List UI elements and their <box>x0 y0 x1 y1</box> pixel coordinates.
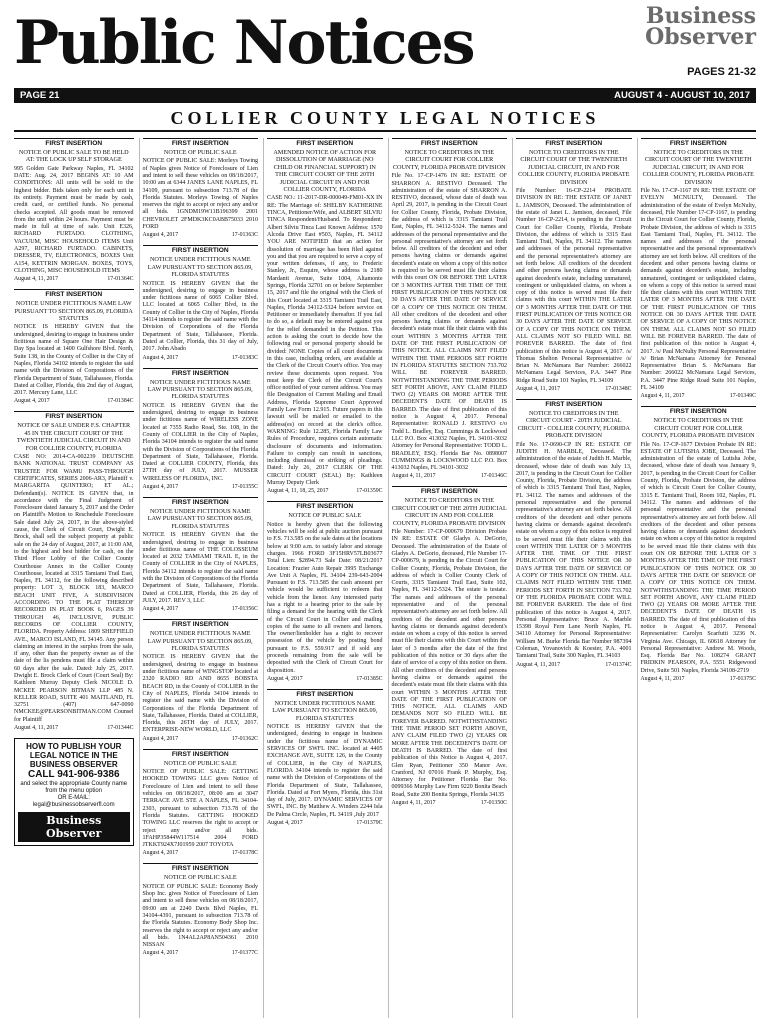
notice-title: NOTICE TO CREDITORS IN THE CIRCUIT COURT - 20TH JUDICIAL CIRCUIT - COLLIER COUNTY, FLORIDA PROBATE DIVISION <box>517 410 630 440</box>
notice-date: August 4, 2017 <box>142 950 179 957</box>
notice-insertion-header: FIRST INSERTION <box>171 247 229 255</box>
notice-body: Notice is hereby given that the following vehicles will be sold at public auction pursuant to F.S. 713.585 on the sale dates at the locations below at 9:00 a.m. to satisfy labor and storage charges. 1966 FORD 3F15HRV57LB03677 Total Lien: $2894.73 Sale Date: 08/21/2017 Location: Frazier Auto Repair 3995 Exchange Ave Unit A Naples, FL 34104 239-643-2004 Pursuant to F.S. 713.585 the cash amount per vehicle would be sufficient to redeem that vehicle from the lienor. Any interested party has a right to a hearing prior to the sale by filing a demand for the hearing with the Clerk of the Circuit Court in Collier and mailing copies of the same to all owners and lienors. The owner/lienholder has a right to recover possession of the vehicle by posting bond pursuant to F.S. 559.917 and if sold any proceeds remaining from the sale will be deposited with the Clerk of Circuit Court for disposition. <box>267 521 383 674</box>
notice-body: File Number: 17-CP-000679 Division Probate IN RE: ESTATE OF Gladys A. DeGorio, Deceased. The administration of the Estate of Gladys A. DeGorio, deceased, File Number 17-CP-000679, is pending in the Circuit Court for Collier County, Florida, Probate Division, the address of which is Collier County Clerk of Courts, 3315 Tamiami Trail East, Suite 102, Naples, FL 34112-5324. The estate is testate. The names and addresses of the personal representative and of the personal representative's attorney are set forth below. All creditors of the decedent and other persons having claims or demands against decedent's estate on whom a copy of this notice is served must file their claims with this Court within the later of 3 months after the date of the first publication of this notice or 30 days after the date of service of a copy of this notice on them. All other creditors of the decedent and persons having claims or demands against the decedent's estate must file their claims with this court WITHIN 3 MONTHS AFTER THE DATE OF THE FIRST PUBLICATION OF THIS NOTICE. ALL CLAIMS AND DEMANDS NOT SO FILED WILL BE FOREVER BARRED. NOTWITHSTANDING THE TIME PERIOD SET FORTH ABOVE, ANY CLAIM FILED TWO (2) YEARS OR MORE AFTER THE DECEDENT'S DATE OF DEATH IS BARRED. The date of first publication of this Notice is August 4, 2017. Glen Ryan, Petitioner 350 Manor Ave. Cranford, NJ 07016 Frank P. Murphy, Esq. Attorney for Petitioner Florida Bar No. 0099366 Murphy Law Firm 9220 Bonita Beach Road, Suite 200 Bonita Springs, Florida 34135 <box>391 529 507 798</box>
notice-title: NOTICE TO CREDITORS IN THE CIRCUIT COURT OF THE TWENTIETH JUDICIAL CIRCUIT, IN AND FOR COLLIER COUNTY, FLORIDA PROBATE DIVISION <box>518 149 630 186</box>
legal-notice <box>516 138 632 393</box>
notice-title: NOTICE OF PUBLIC SALE <box>163 149 237 156</box>
notice-insertion-header: FIRST INSERTION <box>669 408 727 416</box>
notice-title: NOTICE UNDER FICTITIOUS NAME LAW PURSUANT TO SECTION 865.09, FLORIDA STATUTES <box>147 256 253 279</box>
notice-code: 17-01350C <box>480 800 507 806</box>
notice-body: NOTICE OF PUBLIC SALE: Morleys Towing of Naples gives Notice of Foreclosure of Lien and intent to sell these vehicles on 08/18/2017, 10:00 am at 6344 JANES LANE NAPLES, FL 34109, pursuant to subsection 713.78 of the Florida Statutes. Morleys Towing of Naples reserves the right to accept or reject any and/or all bids. 1GNDM19W11B196399 2001 CHEVROLET 2FMDK3KC0ABB75033 2010 FORD <box>142 158 258 231</box>
notice-code: 17-01378C <box>231 850 258 857</box>
notice-title: NOTICE UNDER FICTITIOUS NAME LAW PURSUANT TO SECTION 865.09, FLORIDA STATUTES <box>147 378 253 401</box>
notice-columns <box>14 138 756 1018</box>
notice-body: NOTICE OF PUBLIC SALE: Economy Body Shop Inc. gives Notice of Foreclosure of Lien and intent to sell these vehicles on 08/18/2017, 09:00 am at 2240 Davis Blvd Naples, FL 34104-4391, pursuant to subsection 713.78 of the Florida Statutes. Economy Body Shop Inc. reserves the right to accept or reject any and/or all bids. 1N4AL2AP8AN504361 2010 NISSAN <box>142 883 258 949</box>
notice-title: NOTICE TO CREDITORS IN THE CIRCUIT COURT OF THE TWENTIETH JUDICIAL CIRCUIT, IN AND FOR COLLIER COUNTY, FLORIDA PROBATE DIVISION <box>642 149 754 186</box>
notice-body: File No. 17-0690-CP IN RE: ESTATE OF JUDITH H. MARBLE, Deceased. The administration of the estate of Judith H. Marble, deceased, whose date of death was July 13, 2017, is pending in the Circuit Court for Collier County, Florida, Probate Division, the address of which is 3315 Tamiami Trail East, Naples, FL 34112. The names and addresses of the personal representative and the personal representative's attorney are set forth below. All creditors of the decedent and other persons having claims or demands against decedent's estate on whom a copy of this notice is required to be served must file their claims with this court WITHIN THE LATER OF 3 MONTHS AFTER THE TIME OF THE FIRST PUBLICATION OF THIS NOTICE OR 30 DAYS AFTER THE DATE OF SERVICE OF A COPY OF THIS NOTICE ON THEM. ALL CLAIMS NOT FILED WITHIN THE TIME PERIODS SET FORTH IN SECTION 733.702 OF THE FLORIDA PROBATE CODE WILL BE FOREVER BARRED. The date of first publication of this notice is August 4, 2017. Personal Representative: Bruce A. Marble 15398 Royal Fern Lane North Naples, FL 34110 Attorney for Personal Representative: William M. Burke Florida Bar Number 987394 Coleman, Yovanovich & Koester, P.A. 4001 Tamiami Trail, Suite 300 Naples, FL 34103 <box>516 441 632 660</box>
notice-title: NOTICE OF PUBLIC SALE <box>163 874 237 882</box>
legal-notice <box>267 689 383 827</box>
notice-insertion-header: FIRST INSERTION <box>171 140 229 147</box>
promo-phone[interactable]: CALL 941-906-9386 <box>27 769 120 781</box>
notice-footer <box>14 276 134 283</box>
notice-code: 17-01363C <box>231 232 258 239</box>
column-6 <box>637 138 757 1018</box>
notice-title: NOTICE OF PUBLIC SALE TO BE HELD AT: THE LOCK UP SELF STORAGE <box>18 149 129 164</box>
notice-footer <box>143 850 259 857</box>
notice-footer <box>143 232 259 239</box>
column-2 <box>139 138 259 1018</box>
header-bar <box>14 88 756 103</box>
notice-code: 17-01355C <box>231 484 258 491</box>
notice-code: 17-01374C <box>605 661 632 668</box>
notice-body: NOTICE IS HEREBY GIVEN that the undersigned, desiring to engage in business under fictitious name of 6065 Collier Blvd. LLC located at 6065 Collier Blvd, in the County of Collier in the City of Naples, Florida 34114 intends to register the said name with the Division of Corporations of the Florida Department of State, Tallahassee, Florida. Dated at Collier, Florida, this 31 day of July, 2017. John Abado <box>142 280 258 353</box>
notice-footer <box>641 393 757 400</box>
notice-footer <box>143 950 259 957</box>
notice-body: NOTICE IS HEREBY GIVEN that the undersigned, desiring to engage in business under fictitious name of THE COLOSSEUM located at 2032 TAMIAMI TRAIL E, in the County of COLLIER in the City of NAPLES, Florida 34112 intends to register the said name with the Division of Corporations of the Florida Department of State, Tallahassee, Florida. Dated at COLLIER, Florida, this 26 day of JULY, 2017. REV 3, LLC <box>142 532 258 604</box>
notice-body: File Number: 16-CP-2214 PROBATE DIVISION IN RE: THE ESTATE OF JANET L. JAMISON, Deceased. The administration of the estate of Janet L. Jamison, deceased, File Number 16-CP-2214, is pending in the Circuit Court for Collier County, Florida, Probate Division, the address of which is 3315 East Tamiami Trail, Naples, FL 34112. The names and addresses of the personal representative and the personal representative's attorney are set forth below. All creditors of the decedent and other persons having claims or demands against decedent's estate, including unmatured, contingent or unliquidated claims, on whom a copy of this notice is served must file their claims with this court WITHIN THE LATER OF 3 MONTHS AFTER THE DATE OF THE FIRST PUBLICATION OF THIS NOTICE OR 30 DAYS AFTER THE DATE OF SERVICE OF A COPY OF THIS NOTICE ON THEM. ALL CLAIMS NOT SO FILED WILL BE FOREVER BARRED. The date of first publication of this notice is August 4, 2017. /s/ Thomas Shelton Personal Representative /s/ Brian N. McNamara Bar Number: 266022 McNamara Legal Services, P.A. 3447 Pine Ridge Road Suite 101 Naples, FL 34109 <box>516 188 632 384</box>
notice-title: AMENDED NOTICE OF ACTION FOR DISSOLUTION OF MARRIAGE (NO CHILD OR FINANCIAL SUPPORT) IN THE CIRCUIT COURT OF THE 20TH JUDICIAL CIRCUIT IN AND FOR COLLIER COUNTY, FLORIDA <box>273 149 377 194</box>
notice-date: August 4, 11, 2017 <box>391 473 436 480</box>
notice-code: 17-01359C <box>356 488 383 495</box>
notice-date: August 4, 2017 <box>142 850 179 857</box>
notice-insertion-header: FIRST INSERTION <box>545 140 603 147</box>
notice-title: NOTICE TO CREDITORS IN THE CIRCUIT COURT OF THE 20TH JUDICIAL CIRCUIT IN AND FOR COLLIER COUNTY, FLORIDA PROBATE DIVISION <box>391 497 507 527</box>
notice-date: August 4, 11, 2017 <box>640 393 685 400</box>
notice-date: August 4, 2017 <box>142 484 179 491</box>
notice-date: August 4, 2017 <box>142 606 179 613</box>
notice-footer <box>392 800 508 807</box>
notice-insertion-header: FIRST INSERTION <box>171 750 229 758</box>
column-3 <box>263 138 383 1018</box>
notice-date: August 4, 2017 <box>142 354 179 361</box>
notice-date: August 4, 2017 <box>267 675 303 682</box>
notice-date: August 4, 11, 2017 <box>516 386 561 393</box>
notice-date: August 4, 11, 2017 <box>516 661 561 668</box>
notice-insertion-header: FIRST INSERTION <box>420 488 478 496</box>
notice-title: NOTICE UNDER FICTITIOUS NAME LAW PURSUANT TO SECTION 865.09, FLORIDA STATUTES <box>147 508 253 530</box>
legal-notice <box>14 138 134 283</box>
notice-date: August 4, 2017 <box>267 820 303 827</box>
notice-footer <box>14 725 134 732</box>
notice-footer <box>392 473 508 480</box>
logo-line1: Business <box>645 3 756 29</box>
notice-date: August 4, 11, 18, 25, 2017 <box>267 488 329 495</box>
column-5 <box>512 138 632 1018</box>
notice-insertion-header: FIRST INSERTION <box>45 140 103 147</box>
notice-insertion-header: FIRST INSERTION <box>420 140 478 147</box>
notice-code: 17-01379C <box>356 820 383 827</box>
business-observer-logo <box>645 3 756 50</box>
notice-date: August 4, 11, 2017 <box>640 676 685 683</box>
legal-notice <box>143 497 259 613</box>
notice-body: NOTICE IS HEREBY GIVEN that the undersigned, desiring to engage in business under fictitious name of WINGSTOP located at 2320 RADIO RD AND 8655 BOBSTA BEACH RD, in the County of COLLIER in the City of NAPLES, Florida 34104 intends to register the said name with the Division of Corporations of the Florida Department of State, Tallahassee, Florida. Dated at COLLIER, Florida, this 26TH day of JULY, 2017. ENTERPRISE-NEW WORLD, LLC <box>142 654 258 734</box>
notice-footer <box>267 820 383 827</box>
notice-code: 17-01348C <box>605 386 632 393</box>
notice-footer <box>267 488 383 495</box>
notice-insertion-header: FIRST INSERTION <box>45 413 103 421</box>
notice-footer <box>641 676 757 683</box>
page-number: PAGE 21 <box>20 90 60 101</box>
page-range: PAGES 21-32 <box>687 66 756 78</box>
promo-or: OR E-MAIL: <box>57 795 90 802</box>
notice-footer <box>516 386 632 393</box>
logo-line2: Observer <box>645 24 756 50</box>
notice-body: File No. 17-CP-1167 IN RE: THE ESTATE OF EVELYN MCNULTY, Deceased. The administration of the estate of Evelyn McNulty, deceased, File Number 17-CP-1167, is pending in the Circuit Court for Collier County, Florida, Probate Division, the address of which is 3315 East Tamiami Trail, Naples, FL 34112. The names and addresses of the personal representative and the personal representative's attorney are set forth below. All creditors of the decedent and other persons having claims or demands against decedent's estate, including unmatured, contingent or unliquidated claims, on whom a copy of this notice is served must file their claims with this court WITHIN THE LATER OF 3 MONTHS AFTER THE DATE OF THE FIRST PUBLICATION OF THIS NOTICE OR 30 DAYS AFTER THE DATE OF SERVICE OF A COPY OF THIS NOTICE ON THEM. ALL CLAIMS NOT SO FILED WILL BE FOREVER BARRED. The date of first publication of this notice is August 4, 2017. /s/ Paul McNulty Personal Representative /s/ Brian McNamara Attorney for Personal Representative Brian S. McNamara Bar Number: 266022 McNamara Legal Services, P.A. 3447 Pine Ridge Road Suite 101 Naples, FL 34109 <box>640 188 756 392</box>
notice-date: August 4, 11, 2017 <box>14 725 59 732</box>
legal-notice <box>392 486 508 807</box>
notice-body: CASE NO.: 11-2017-DR-000049-FM01-XX IN RE: The Marriage of: SHELBY KATHERINE TINCA, Petitioner/Wife, and ALBERT SILVIU TINCA Respondent/Husband. To Respondent: Albert Silviu Tinca Last Known Address: 1570 Alcoda Drive East #503, Naples, FL 34112 YOU ARE NOTIFIED that an action for dissolution of marriage has been filed against you and that you are required to serve a copy of your written defenses, if any, to Frederic Stanley, Jr., Esquire, whose address is 2180 Mardanit Avenue, Suite 1004, Altamonte Springs, Florida 32701 on or before September 15, 2017 and file the original with the Clerk of this Court located at 3315 Tamiami Trail East, Naples, Florida 34112-5324 before service on Petitioner or immediately thereafter. If you fail to do so, a default may be entered against you for the relief demanded in the Petition. This action is asking the court to decide how the following real or personal property should be divided: NONE Copies of all court documents in this case, including orders, are available at the Clerk of the Circuit Court's office. You may review these documents upon request. You must keep the Clerk of the Circuit Court's office notified of your current address. You may file Designation of Current Mailing and Email Address, Florida Supreme Court Approved Family Law Form 12.915. Future papers in this lawsuit will be mailed or emailed to the address(es) on record at the clerk's office. WARNING: Rule 12.285, Florida Family Law Rules of Procedure, requires certain automatic disclosure of documents and information. Failure to comply can result in sanctions, including dismissal or striking of pleadings. Dated: July 26, 2017 CLERK OF THE CIRCUIT COURT (SEAL) By: Kathleen Murray Deputy Clerk <box>267 195 383 487</box>
legal-notice <box>143 863 259 957</box>
legal-notice <box>143 138 259 239</box>
notice-footer <box>143 484 259 491</box>
legal-notice <box>143 245 259 361</box>
notice-date: August 4, 2017 <box>14 398 50 405</box>
legal-notice <box>267 501 383 683</box>
promo-email[interactable]: legal@businessobserverfl.com <box>32 802 115 809</box>
notice-code: 17-01385C <box>356 675 383 682</box>
notice-footer <box>267 676 383 683</box>
notice-date: August 4, 11, 2017 <box>391 800 436 806</box>
legal-notice <box>14 289 134 405</box>
notice-footer <box>14 398 134 405</box>
masthead <box>0 0 770 86</box>
notice-code: 17-01356C <box>231 606 258 613</box>
column-1 <box>14 138 134 1018</box>
notice-date: August 4, 2017 <box>142 232 179 239</box>
notice-title: NOTICE OF PUBLIC SALE <box>288 512 362 520</box>
notice-insertion-header: FIRST INSERTION <box>296 690 354 698</box>
notice-insertion-header: FIRST INSERTION <box>171 621 229 629</box>
page-title: Public Notices <box>14 8 474 78</box>
notice-footer <box>143 355 259 362</box>
section-title: COLLIER COUNTY LEGAL NOTICES <box>14 106 756 132</box>
notice-body: File No. 17-CP-1677 Division Probate IN RE: ESTATE OF LUTISHA JOBE, Deceased. The administration of the estate of Lutisha Jobe, deceased, whose date of death was January 9, 2017, is pending in the Circuit Court for Collier County, Florida, Probate Division, the address of which is Circuit Court for Collier County, 3315 E. Tamiami Trail, Room 102, Naples, FL 34112. The names and addresses of the personal representative and the personal representative's attorney are set forth below. All creditors of the decedent and other persons having claims or demands against decedent's estate on whom a copy of this notice is required to be served must file their claims with this court ON OR BEFORE THE LATER OF 3 MONTHS AFTER THE TIME OF THE FIRST PUBLICATION OF THIS NOTICE OR 30 DAYS AFTER THE DATE OF SERVICE OF A COPY OF THIS NOTICE ON THEM. NOTWITHSTANDING THE TIME PERIOD SET FORTH ABOVE, ANY CLAIM FILED TWO (2) YEARS OR MORE AFTER THE DECEDENT'S DATE OF DEATH IS BARRED. The date of first publication of this notice is August 4, 2017. Personal Representative: Carolyn Scarfutti 3236 N. Virginia Ave. Chicago, IL 60618 Attorney for Personal Representative: Andrew M. Woods, Esq. Florida Bar No. 108274 GRANT FRIDKIN PEARSON, P.A. 5551 Ridgewood Drive, Suite 501 Naples, Florida 34108-2719 <box>640 441 756 674</box>
notice-title: NOTICE OF PUBLIC SALE <box>163 759 237 767</box>
notice-body: 995 Golden Gate Parkway Naples, FL 34102 DATE: Aug. 24, 2017 BEGINS AT: 10 AM CONDITIONS: All units will be sold to the highest bidder. Bids taken only for each unit in its entirety. Payment must be made by cash, credit card, or certified funds. No personal checks accepted. All goods must be removed from the unit within 24 hours. Payment must be made in full at time of sale. Unit E326, RICHARD FURTADO. CLOTHING, VACUUM, MISC HOUSEHOLD ITEMS Unit A297, RICHARD FURTADO. CABINETS, DRESSER, TV, ELECTRONICS, BOXES Unit A154, KETTRIN MORGAN. BOXES, TOYS, CLOTHING, MISC HOUSEHOLD ITEMS <box>14 165 134 274</box>
notice-insertion-header: FIRST INSERTION <box>171 499 229 507</box>
legal-notice <box>267 138 383 495</box>
notice-code: 17-01362C <box>231 735 258 742</box>
column-4 <box>388 138 508 1018</box>
notice-date: August 4, 2017 <box>142 735 179 742</box>
legal-notice <box>143 749 259 858</box>
notice-body: NOTICE IS HEREBY GIVEN that the undersigned, desiring to engage in business under the fictitious name of DYNAMIC SERVICES OF SWFL INC. located at 4405 EXCHANGE AVE, SUITE 126, in the County of COLLIER, in the City of NAPLES, FLORIDA 34104 intends to register the said name with the Division of Corporations of the Florida Department of State, Tallahassee, Florida. Dated at Fort Myers, Florida, this 31st day of July, 2017. DYNAMIC SERVICES OF SWFL, INC. By Matthew A. Winders 2244 Isla De Palma Circle, Naples, FL 34119 ,July 2017 <box>267 724 383 818</box>
publish-notice-promo <box>14 738 134 846</box>
notice-insertion-header: FIRST INSERTION <box>545 401 603 409</box>
notice-body: CASE NO: 2014-CA-002239 DEUTSCHE BANK NATIONAL TRUST COMPANY AS TRUSTEE FOR WAMU PASS-THROUGH CERTIFICATES, SERIES 2006-AR3, Plaintiff v. MARGARITA QUINTERO; ET AL.; Defendant(s). NOTICE IS GIVEN that, in accordance with the Final Judgment of Foreclosure dated January 5, 2017 and the Order on Plaintiff's Motion to Reschedule Foreclosure Sale dated July 24, 2017, in the above-styled cause, the Clerk of Circuit Court, Dwight E. Brock, shall sell the subject property at public sale on the 24 day of August, 2017, at 11:00 AM, to the highest and best bidder for cash, on the Third Floor Lobby of the Collier County Courthouse Annex in the Collier County Courthouse, located at 3315 Tamiami Trail East, Naples, FL 34112, for the following described property: LOT 3, BLOCK 183, MARCO BEACH UNIT FIVE, A SUBDIVISION ACCORDING TO THE PLAT THEREOF RECORDED IN PLAT BOOK 6, PAGES 39 THROUGH 46, INCLUSIVE, PUBLIC RECORDS OF COLLIER COUNTY, FLORIDA. Property Address: 1809 SHEFFIELD AVE., MARCO ISLAND, FL 34145. Any person claiming an interest in the surplus from the sale, if any, other than the property owner as of the date of the lis pendens must file a claim within 60 days after the sale. Dated: July 25, 2017. Dwight E. Brock Clerk of Court (Court Seal) By: Kathleen Murray Deputy Clerk NICOLE D. MCKEE PEARSON BITMAN LLP 485 N. KELLER ROAD, SUITE 401 MAITLAND, FL 32751 (407) 647-0090 NMCKEE@PEARSONBITMAN.COM Counsel for Plaintiff <box>14 454 134 723</box>
notice-code: 17-01377C <box>231 950 258 957</box>
notice-body: File No. 17-CP-1476 IN RE: ESTATE OF SHARRON A. RESTIVO Deceased. The administration of the estate of SHARRON A. RESTIVO, deceased, whose date of death was April 29, 2017, is pending in the Circuit Court for Collier County, Florida, Probate Division, the address of which is 3315 Tamiami Trail East, Naples, FL 34112-5324. The names and addresses of the personal representative and the personal representative's attorney are set forth below. All creditors of the decedent and other persons having claims or demands against decedent's estate on whom a copy of this notice is required to be served must file their claims with this court ON OR BEFORE THE LATER OF 3 MONTHS AFTER THE TIME OF THE FIRST PUBLICATION OF THIS NOTICE OR 30 DAYS AFTER THE DATE OF SERVICE OF A COPY OF THIS NOTICE ON THEM. All other creditors of the decedent and other persons having claims or demands against decedent's estate must file their claims with this court WITHIN 3 MONTHS AFTER THE DATE OF THE FIRST PUBLICATION OF THIS NOTICE. ALL CLAIMS NOT FILED WITHIN THE TIME PERIODS SET FORTH IN FLORIDA STATUTES SECTION 733.702 WILL BE FOREVER BARRED. NOTWITHSTANDING THE TIME PERIODS SET FORTH ABOVE, ANY CLAIM FILED TWO (2) YEARS OR MORE AFTER THE DECEDENT'S DATE OF DEATH IS BARRED. The date of first publication of this notice is August 4, 2017. Personal Representative: RONALD J. RESTIVO c/o Todd L. Bradley, Esq. Cummings & Lockwood LLC P.O. Box 413032 Naples, FL 34101-3032 Attorney for Personal Representative: TODD L. BRADLEY, ESQ. Florida Bar No. 0898007 CUMMINGS & LOCKWOOD LLC P.O. Box 413032 Naples, FL 34101-3032 <box>391 173 507 472</box>
notice-body: NOTICE OF PUBLIC SALE: GETTING HOOKED TOWING LLC gives Notice of Foreclosure of Lien and intent to sell these vehicles on 08/18/2017, 08:00 am at 3047 TERRACE AVE STE A NAPLES, FL 34104-2303, pursuant to subsection 713.78 of the Florida Statutes. GETTING HOOKED TOWING LLC reserves the right to accept or reject any and/or all bids. 1FAHP35844W117514 2004 FORD JTKKT924X7J01959 2007 TOYOTA <box>142 769 258 849</box>
notice-body: NOTICE IS HEREBY GIVEN that the undersigned, desiring to engage in business under fictitious name of WIRELESS ZONE located at 7355 Radio Road, Ste. 108, in the County of COLLIER in the City of Naples, Florida 34104 intends to register the said name with the Division of Corporations of the Florida Department of State, Tallahassee, Florida. Dated at COLLIER COUNTY, Florida, this 27TH day of JULY, 2017. MUSSER WIRELESS OF FLORIDA, INC. <box>142 402 258 482</box>
legal-notice <box>641 138 757 400</box>
notice-title: NOTICE OF SALE UNDER F.S. CHAPTER 45 IN THE CIRCUIT COURT OF THE TWENTIETH JUDICIAL CIRCUIT IN AND FOR COLLIER COUNTY, FLORIDA <box>16 422 131 452</box>
notice-code: 17-01349C <box>729 393 756 400</box>
legal-notice <box>392 138 508 480</box>
legal-notice <box>14 411 134 732</box>
notice-code: 17-01346C <box>480 473 507 480</box>
notice-insertion-header: FIRST INSERTION <box>171 369 229 377</box>
notice-insertion-header: FIRST INSERTION <box>296 140 354 147</box>
notice-insertion-header: FIRST INSERTION <box>171 865 229 873</box>
legal-notice <box>143 368 259 491</box>
notice-code: 17-01375C <box>729 676 756 683</box>
notice-body: NOTICE IS HEREBY GIVEN that the undersigned, desiring to engage in business under fictitious name of Square One Hair Design & Day Spa located at 1400 Gulfshore Blvd. North, Suite 138, in the County of Collier in the City of Naples, Florida 34102 intends to register the said name with the Division of Corporations of the Florida Department of State, Tallahassee, Florida. Dated at Collier, Florida, this 2nd day of August, 2017. Mercury Lane, LLC <box>14 324 134 397</box>
notice-title: NOTICE UNDER FICTITIOUS NAME LAW PURSUANT TO SECTION 865.09, FLORIDA STATUTES <box>14 300 133 323</box>
notice-title: NOTICE TO CREDITORS IN THE CIRCUIT COURT FOR COLLIER COUNTY, FLORIDA PROBATE DIVISION <box>641 417 755 440</box>
notice-footer <box>516 662 632 669</box>
notice-title: NOTICE TO CREDITORS IN THE CIRCUIT COURT FOR COLLIER COUNTY, FLORIDA PROBATE DIVISION <box>392 149 506 171</box>
notice-date: August 4, 11, 2017 <box>14 276 59 283</box>
notice-title: NOTICE UNDER FICTITIOUS NAME LAW PURSUANT TO SECTION 865.09, FLORIDA STATUTES <box>272 699 378 722</box>
notice-insertion-header: FIRST INSERTION <box>669 140 727 147</box>
notice-title: NOTICE UNDER FICTITIOUS NAME LAW PURSUANT TO SECTION 865.09, FLORIDA STATUTES <box>147 630 253 653</box>
legal-notice <box>641 406 757 683</box>
issue-date: AUGUST 4 - AUGUST 10, 2017 <box>614 90 750 101</box>
promo-heading: HOW TO PUBLISH YOUR LEGAL NOTICE IN THE BUSINESS OBSERVER <box>26 742 122 770</box>
notice-footer <box>143 736 259 743</box>
notice-code: 17-01364C <box>107 276 134 283</box>
legal-notice <box>516 399 632 669</box>
notice-code: 17-01383C <box>231 354 258 361</box>
notice-code: 17-01384C <box>107 398 134 405</box>
promo-text: and select the appropriate County name from the menu option <box>20 781 128 795</box>
notice-footer <box>143 606 259 613</box>
notice-insertion-header: FIRST INSERTION <box>45 291 103 299</box>
legal-notice <box>143 619 259 742</box>
promo-logo: Business Observer <box>18 812 130 842</box>
notice-insertion-header: FIRST INSERTION <box>296 503 354 511</box>
notice-code: 17-01344C <box>107 725 134 732</box>
